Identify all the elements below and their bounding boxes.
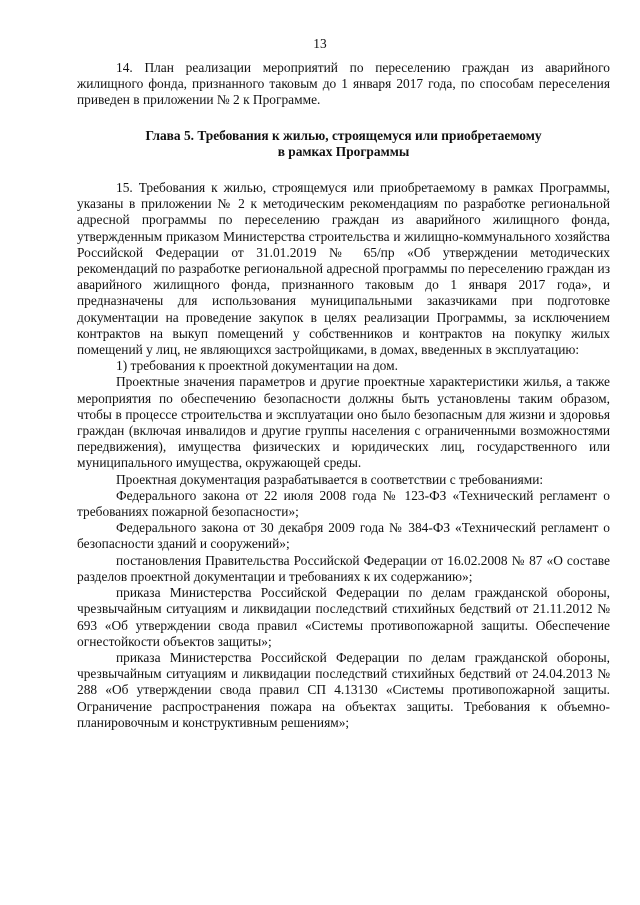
page-number: 13 <box>313 36 327 51</box>
paragraph-design-values: Проектные значения параметров и другие проектные характеристики жилья, а также мероприятия по обеспечению безопасности должны быть установлены таким образом, чтобы в процессе строительства и эксплуатации оно было безопасным для жизни и здоровья граждан (включая инвалидов и другие группы населения с ограниченными возможностями передвижения), имущества физических и юридических лиц, государственного или муниципального имущества, окружающей среды. <box>77 374 610 471</box>
chapter-heading-line-1: Глава 5. Требования к жилью, строящемуся или приобретаемому <box>145 127 542 143</box>
chapter-heading-line-2: в рамках Программы <box>277 143 410 159</box>
paragraph-order-693: приказа Министерства Российской Федерации по делам гражданской обороны, чрезвычайным ситуациям и ликвидации последствий стихийных бедствий от 21.11.2012 № 693 «Об утверждении свода правил «Системы противопожарной защиты. Обеспечение огнестойкости объектов защиты»; <box>77 585 610 649</box>
paragraph-design-requirements: Проектная документация разрабатывается в соответствии с требованиями: <box>116 471 544 487</box>
paragraph-14: 14. План реализации мероприятий по переселению граждан из аварийного жилищного фонда, признанного таковым до 1 января 2017 года, по способам переселения приведен в приложении № 2 к Программе. <box>77 60 610 108</box>
paragraph-15: 15. Требования к жилью, строящемуся или приобретаемому в рамках Программы, указаны в приложении № 2 к методическим рекомендациям по разработке региональной адресной программы по переселению граждан из аварийного жилищного фонда, утвержденным приказом Министерства строительства и жилищно-коммунального хозяйства Российской Федерации от 31.01.2019 № 65/пр «Об утверждении методических рекомендаций по разработке региональной адресной программы по переселению граждан из аварийного жилищного фонда, признанного таковым до 1 января 2017 года», и предназначены для использования муниципальными заказчиками при подготовке документации на проведение закупок в целях реализации Программы, за исключением контрактов на выкуп помещений у собственников и контрактов на покупку жилых помещений у лиц, не являющихся застройщиками, в домах, введенных в эксплуатацию: <box>77 180 610 358</box>
paragraph-item-1: 1) требования к проектной документации на дом. <box>116 358 398 374</box>
chapter-heading <box>77 128 610 160</box>
page-body <box>77 60 610 731</box>
paragraph-resolution-87: постановления Правительства Российской Федерации от 16.02.2008 № 87 «О составе разделов проектной документации и требованиях к их содержанию»; <box>77 552 610 584</box>
paragraph-order-288: приказа Министерства Российской Федерации по делам гражданской обороны, чрезвычайным ситуациям и ликвидации последствий стихийных бедствий от 24.04.2013 № 288 «Об утверждении свода правил СП 4.13130 «Системы противопожарной защиты. Ограничение распространения пожара на объектах защиты. Требования к объемно-планировочным и конструктивным решениям»; <box>77 649 610 730</box>
paragraph-law-384: Федерального закона от 30 декабря 2009 года № 384-ФЗ «Технический регламент о безопасности зданий и сооружений»; <box>77 520 610 552</box>
paragraph-law-123: Федерального закона от 22 июля 2008 года № 123-ФЗ «Технический регламент о требованиях пожарной безопасности»; <box>77 487 610 520</box>
